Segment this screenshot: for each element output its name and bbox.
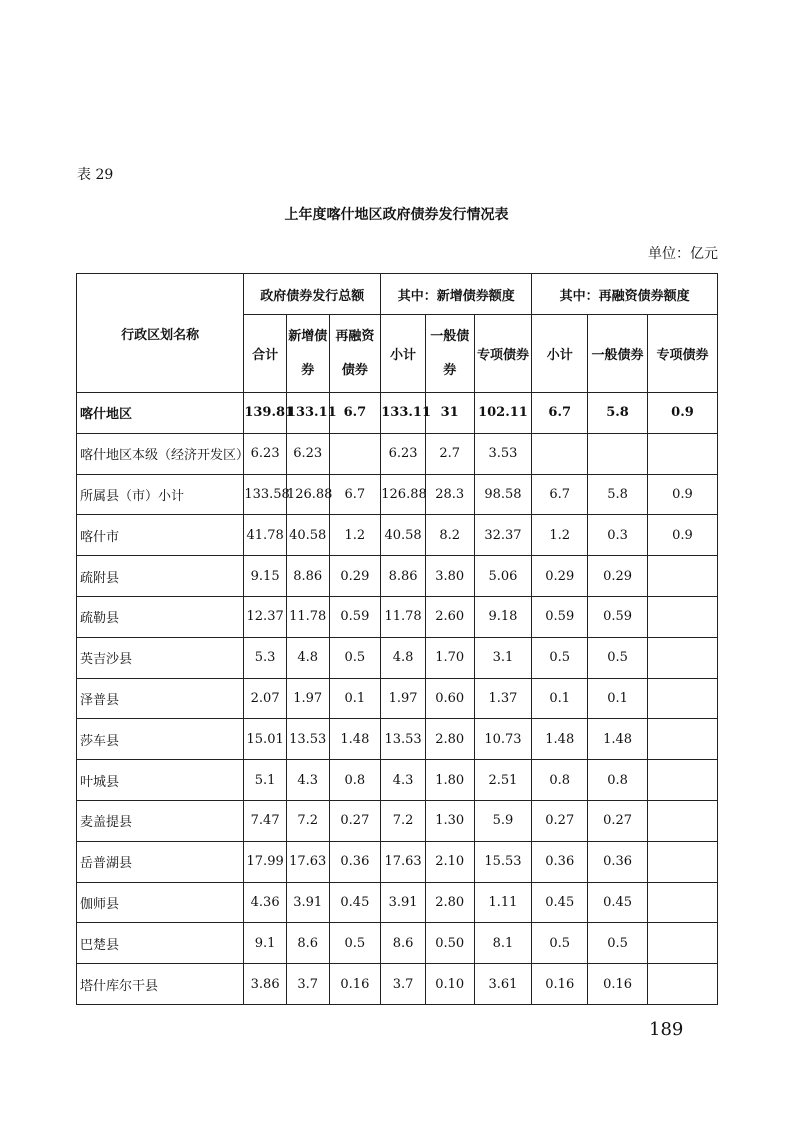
value-cell: 13.53 — [286, 719, 329, 760]
value-cell: 98.58 — [474, 474, 532, 515]
value-cell: 3.91 — [381, 882, 426, 923]
table-row — [77, 433, 718, 474]
table-row — [77, 515, 718, 556]
value-cell: 3.86 — [244, 964, 287, 1005]
value-cell: 1.70 — [425, 637, 474, 678]
table-row — [77, 760, 718, 801]
value-cell: 40.58 — [381, 515, 426, 556]
value-cell: 17.99 — [244, 841, 287, 882]
value-cell: 2.10 — [425, 841, 474, 882]
header-new-special: 专项债券 — [474, 315, 532, 393]
value-cell: 1.48 — [588, 719, 648, 760]
value-cell: 133.11 — [381, 393, 426, 434]
region-name-cell: 喀什市 — [77, 515, 244, 556]
value-cell: 41.78 — [244, 515, 287, 556]
header-total-sum: 合计 — [244, 315, 287, 393]
header-group-total: 政府债券发行总额 — [244, 274, 381, 315]
value-cell: 133.58 — [244, 474, 287, 515]
value-cell: 17.63 — [381, 841, 426, 882]
value-cell: 5.9 — [474, 800, 532, 841]
header-total-refi: 再融资债券 — [329, 315, 381, 393]
value-cell — [647, 596, 717, 637]
value-cell — [647, 964, 717, 1005]
header-region: 行政区划名称 — [77, 274, 244, 393]
value-cell: 12.37 — [244, 596, 287, 637]
value-cell: 6.7 — [532, 474, 588, 515]
value-cell: 0.10 — [425, 964, 474, 1005]
value-cell: 4.36 — [244, 882, 287, 923]
value-cell: 0.27 — [588, 800, 648, 841]
unit-label: 单位：亿元 — [648, 246, 718, 262]
value-cell: 3.80 — [425, 556, 474, 597]
header-total-new: 新增债券 — [286, 315, 329, 393]
value-cell: 0.8 — [588, 760, 648, 801]
table-row — [77, 556, 718, 597]
value-cell: 5.8 — [588, 474, 648, 515]
value-cell: 10.73 — [474, 719, 532, 760]
value-cell: 0.36 — [329, 841, 381, 882]
value-cell: 31 — [425, 393, 474, 434]
value-cell: 4.8 — [381, 637, 426, 678]
value-cell: 9.18 — [474, 596, 532, 637]
value-cell: 8.6 — [286, 923, 329, 964]
value-cell: 8.1 — [474, 923, 532, 964]
value-cell: 9.1 — [244, 923, 287, 964]
value-cell — [329, 433, 381, 474]
region-name-cell: 麦盖提县 — [77, 800, 244, 841]
value-cell: 32.37 — [474, 515, 532, 556]
value-cell: 0.59 — [532, 596, 588, 637]
value-cell: 4.3 — [381, 760, 426, 801]
value-cell: 0.5 — [588, 637, 648, 678]
value-cell: 0.29 — [588, 556, 648, 597]
value-cell: 0.45 — [588, 882, 648, 923]
value-cell: 3.7 — [286, 964, 329, 1005]
table-row — [77, 719, 718, 760]
value-cell: 0.1 — [532, 678, 588, 719]
value-cell — [647, 637, 717, 678]
value-cell — [532, 433, 588, 474]
value-cell: 126.88 — [286, 474, 329, 515]
value-cell — [647, 841, 717, 882]
value-cell — [647, 923, 717, 964]
bond-issuance-table — [76, 273, 718, 1005]
value-cell — [647, 800, 717, 841]
value-cell: 1.11 — [474, 882, 532, 923]
value-cell: 1.97 — [286, 678, 329, 719]
value-cell: 0.9 — [647, 515, 717, 556]
value-cell: 2.51 — [474, 760, 532, 801]
table-row — [77, 964, 718, 1005]
value-cell: 0.29 — [329, 556, 381, 597]
header-group-refi: 其中：再融资债券额度 — [532, 274, 718, 315]
region-name-cell: 巴楚县 — [77, 923, 244, 964]
value-cell: 5.1 — [244, 760, 287, 801]
value-cell: 0.8 — [329, 760, 381, 801]
value-cell: 0.5 — [532, 637, 588, 678]
value-cell: 11.78 — [381, 596, 426, 637]
value-cell: 0.5 — [329, 637, 381, 678]
region-name-cell: 岳普湖县 — [77, 841, 244, 882]
value-cell: 8.86 — [286, 556, 329, 597]
value-cell: 6.23 — [244, 433, 287, 474]
value-cell: 0.50 — [425, 923, 474, 964]
value-cell: 7.2 — [286, 800, 329, 841]
value-cell: 13.53 — [381, 719, 426, 760]
value-cell: 6.7 — [329, 474, 381, 515]
value-cell: 2.80 — [425, 719, 474, 760]
region-name-cell: 泽普县 — [77, 678, 244, 719]
region-name-cell: 伽师县 — [77, 882, 244, 923]
value-cell: 0.45 — [532, 882, 588, 923]
header-refi-sub: 小计 — [532, 315, 588, 393]
value-cell: 0.29 — [532, 556, 588, 597]
value-cell: 1.37 — [474, 678, 532, 719]
value-cell: 126.88 — [381, 474, 426, 515]
value-cell: 0.1 — [588, 678, 648, 719]
value-cell: 2.80 — [425, 882, 474, 923]
value-cell: 5.8 — [588, 393, 648, 434]
value-cell: 0.9 — [647, 393, 717, 434]
table-row — [77, 882, 718, 923]
value-cell: 0.5 — [588, 923, 648, 964]
value-cell: 0.36 — [588, 841, 648, 882]
table-row — [77, 393, 718, 434]
value-cell: 17.63 — [286, 841, 329, 882]
table-row — [77, 637, 718, 678]
value-cell: 6.7 — [532, 393, 588, 434]
value-cell: 7.2 — [381, 800, 426, 841]
value-cell: 1.30 — [425, 800, 474, 841]
value-cell: 7.47 — [244, 800, 287, 841]
value-cell: 0.5 — [329, 923, 381, 964]
value-cell: 3.7 — [381, 964, 426, 1005]
value-cell — [647, 433, 717, 474]
value-cell: 15.01 — [244, 719, 287, 760]
region-name-cell: 疏附县 — [77, 556, 244, 597]
value-cell: 28.3 — [425, 474, 474, 515]
region-name-cell: 喀什地区 — [77, 393, 244, 434]
value-cell: 5.3 — [244, 637, 287, 678]
value-cell: 139.81 — [244, 393, 287, 434]
value-cell: 9.15 — [244, 556, 287, 597]
value-cell: 0.16 — [588, 964, 648, 1005]
table-row — [77, 800, 718, 841]
table-row — [77, 841, 718, 882]
value-cell: 6.23 — [381, 433, 426, 474]
value-cell: 0.27 — [532, 800, 588, 841]
region-name-cell: 所属县（市）小计 — [77, 474, 244, 515]
value-cell: 1.2 — [329, 515, 381, 556]
value-cell: 1.2 — [532, 515, 588, 556]
value-cell: 15.53 — [474, 841, 532, 882]
value-cell: 0.16 — [532, 964, 588, 1005]
table-row — [77, 678, 718, 719]
value-cell: 102.11 — [474, 393, 532, 434]
value-cell: 3.1 — [474, 637, 532, 678]
table-row — [77, 474, 718, 515]
value-cell: 0.9 — [647, 474, 717, 515]
header-group-new: 其中：新增债券额度 — [381, 274, 532, 315]
value-cell: 0.3 — [588, 515, 648, 556]
region-name-cell: 疏勒县 — [77, 596, 244, 637]
page-title: 上年度喀什地区政府债券发行情况表 — [284, 207, 509, 223]
value-cell: 2.07 — [244, 678, 287, 719]
value-cell: 6.7 — [329, 393, 381, 434]
region-name-cell: 喀什地区本级（经济开发区） — [77, 433, 244, 474]
value-cell: 8.86 — [381, 556, 426, 597]
value-cell: 8.2 — [425, 515, 474, 556]
region-name-cell: 莎车县 — [77, 719, 244, 760]
value-cell: 1.97 — [381, 678, 426, 719]
table-label: 表 29 — [77, 167, 114, 183]
value-cell: 1.48 — [329, 719, 381, 760]
region-name-cell: 叶城县 — [77, 760, 244, 801]
table-row — [77, 923, 718, 964]
value-cell — [647, 556, 717, 597]
value-cell: 0.1 — [329, 678, 381, 719]
region-name-cell: 英吉沙县 — [77, 637, 244, 678]
header-refi-special: 专项债券 — [647, 315, 717, 393]
value-cell: 3.91 — [286, 882, 329, 923]
value-cell — [647, 678, 717, 719]
region-name-cell: 塔什库尔干县 — [77, 964, 244, 1005]
value-cell: 5.06 — [474, 556, 532, 597]
value-cell: 3.53 — [474, 433, 532, 474]
value-cell: 0.5 — [532, 923, 588, 964]
value-cell: 4.8 — [286, 637, 329, 678]
value-cell: 133.11 — [286, 393, 329, 434]
value-cell — [647, 882, 717, 923]
value-cell: 0.59 — [329, 596, 381, 637]
value-cell: 0.59 — [588, 596, 648, 637]
header-new-sub: 小计 — [381, 315, 426, 393]
value-cell: 6.23 — [286, 433, 329, 474]
table-row — [77, 596, 718, 637]
value-cell: 0.60 — [425, 678, 474, 719]
page-number: 189 — [649, 1019, 684, 1040]
value-cell — [647, 760, 717, 801]
value-cell: 0.8 — [532, 760, 588, 801]
value-cell: 8.6 — [381, 923, 426, 964]
header-new-general: 一般债券 — [425, 315, 474, 393]
value-cell: 4.3 — [286, 760, 329, 801]
value-cell: 11.78 — [286, 596, 329, 637]
value-cell: 0.16 — [329, 964, 381, 1005]
value-cell — [647, 719, 717, 760]
value-cell: 0.27 — [329, 800, 381, 841]
value-cell: 3.61 — [474, 964, 532, 1005]
value-cell: 2.60 — [425, 596, 474, 637]
value-cell: 2.7 — [425, 433, 474, 474]
value-cell — [588, 433, 648, 474]
value-cell: 0.45 — [329, 882, 381, 923]
value-cell: 40.58 — [286, 515, 329, 556]
value-cell: 1.80 — [425, 760, 474, 801]
header-refi-general: 一般债券 — [588, 315, 648, 393]
value-cell: 1.48 — [532, 719, 588, 760]
value-cell: 0.36 — [532, 841, 588, 882]
